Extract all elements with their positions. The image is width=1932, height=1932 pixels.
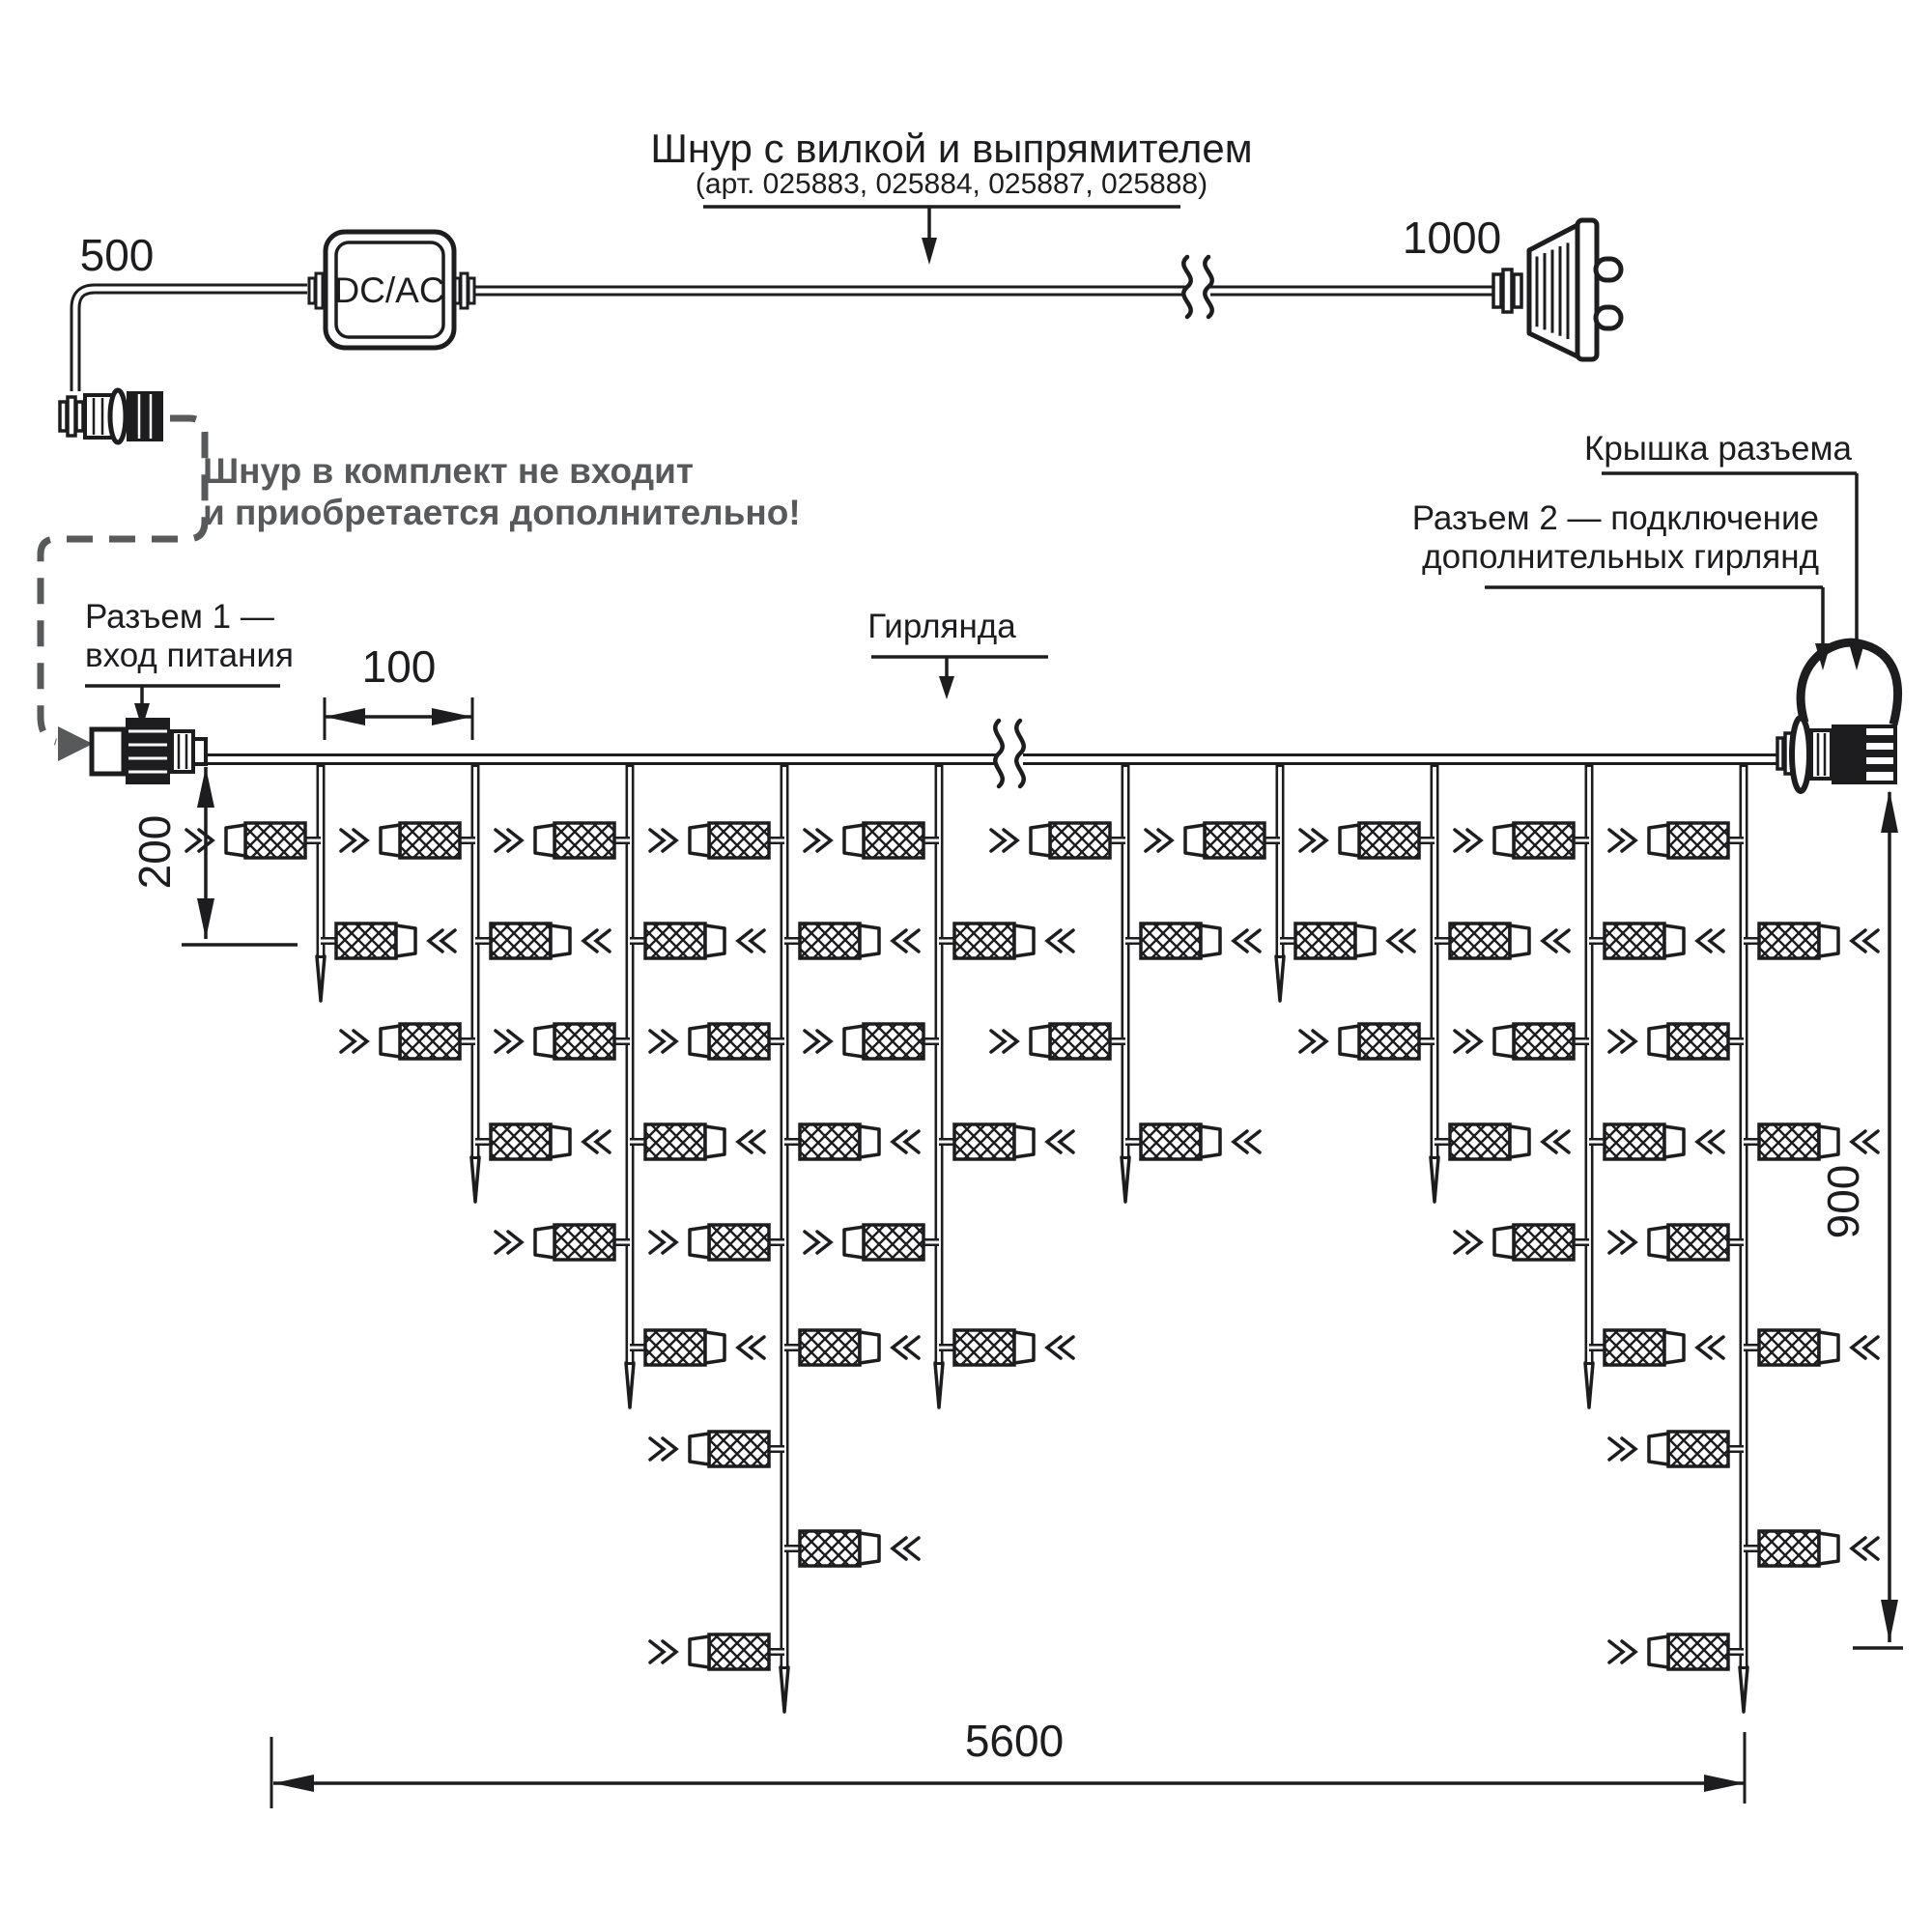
bulb-arrow-icon xyxy=(650,1438,676,1460)
bulb-arrow-icon xyxy=(650,1031,676,1052)
bulb-arrow-icon xyxy=(738,930,764,952)
bulb-arrow-icon xyxy=(1609,1438,1635,1460)
dimension-5600 xyxy=(271,1716,1745,1808)
bulb-arrow-icon xyxy=(1146,830,1172,851)
bulb-arrow-icon xyxy=(1697,1131,1723,1152)
power-plug-icon xyxy=(1493,220,1621,359)
cord-break-icon xyxy=(1183,257,1212,317)
led-bulb-icon xyxy=(1455,823,1589,858)
output-connector-icon xyxy=(1777,642,1898,791)
bulb-arrow-icon xyxy=(805,1031,831,1052)
label-connector1 xyxy=(85,598,294,728)
title-line1: Шнур с вилкой и выпрямителем xyxy=(650,126,1253,171)
garland-break-icon xyxy=(995,721,1024,786)
bulb-arrow-icon xyxy=(991,830,1017,851)
led-bulb-icon xyxy=(475,1124,610,1159)
led-bulb-icon xyxy=(939,1124,1073,1159)
led-bulb-icon xyxy=(650,1225,784,1260)
bulb-arrow-icon xyxy=(738,1131,764,1152)
led-bulb-icon xyxy=(496,823,630,858)
dimension-100 xyxy=(325,641,472,740)
bulb-arrow-icon xyxy=(893,930,919,952)
bulb-arrow-icon xyxy=(1234,1131,1260,1152)
led-bulb-icon xyxy=(1435,923,1569,958)
led-bulb-icon xyxy=(805,1024,939,1059)
bulb-arrow-icon xyxy=(1047,930,1073,952)
bulb-arrow-icon xyxy=(1852,1131,1878,1152)
bulb-arrow-icon xyxy=(738,1337,764,1358)
bulb-arrow-icon xyxy=(1609,1031,1635,1052)
bulb-arrow-icon xyxy=(1388,930,1414,952)
led-bulb-icon xyxy=(1744,1124,1878,1159)
led-bulb-icon xyxy=(630,1124,764,1159)
led-bulb-icon xyxy=(630,923,764,958)
bulb-arrow-icon xyxy=(1609,830,1635,851)
dim-500: 500 xyxy=(79,230,155,280)
led-bulb-icon xyxy=(630,1330,764,1365)
dc-ac-converter xyxy=(309,232,474,348)
led-bulb-icon xyxy=(784,1531,919,1566)
power-cord-assembly xyxy=(60,213,1621,442)
led-bulb-icon xyxy=(496,1024,630,1059)
bulb-arrow-icon xyxy=(893,1131,919,1152)
garland xyxy=(92,642,1898,1712)
dimension-900 xyxy=(1818,790,1903,1648)
dc-ac-label: DC/AC xyxy=(333,270,445,310)
led-bulb-icon xyxy=(1589,1330,1723,1365)
led-bulb-icon xyxy=(1744,1531,1878,1566)
led-bulb-icon xyxy=(1744,1330,1878,1365)
led-bulb-icon xyxy=(939,923,1073,958)
led-bulb-icon xyxy=(1455,1024,1589,1059)
led-bulb-icon xyxy=(650,823,784,858)
note-line2: и приобретается дополнительно! xyxy=(203,493,801,532)
not-included-note xyxy=(41,418,801,761)
led-bulb-icon xyxy=(650,1634,784,1669)
cap-tether-wire xyxy=(1801,642,1898,724)
led-bulb-icon xyxy=(1455,1225,1589,1260)
bulb-arrow-icon xyxy=(893,1538,919,1559)
led-bulb-icon xyxy=(805,1225,939,1260)
led-bulb-icon xyxy=(991,823,1125,858)
bulb-arrow-icon xyxy=(805,1232,831,1253)
connector2-line1: Разъем 2 — подключение xyxy=(1411,499,1819,537)
note-line1: Шнур в комплект не входит xyxy=(203,451,694,491)
dim-100: 100 xyxy=(361,641,437,692)
led-bulb-icon xyxy=(1589,1124,1723,1159)
led-bulb-icon xyxy=(321,923,455,958)
bulb-arrow-icon xyxy=(429,930,455,952)
bulb-arrow-icon xyxy=(186,830,213,851)
bulb-arrow-icon xyxy=(341,830,367,851)
led-bulb-icon xyxy=(991,1024,1125,1059)
led-bulb-icon xyxy=(939,1330,1073,1365)
connector1-line2: вход питания xyxy=(85,637,294,674)
drop-wire-5 xyxy=(805,762,1073,1407)
led-bulb-icon xyxy=(341,823,475,858)
label-garland xyxy=(867,608,1048,699)
bulb-arrow-icon xyxy=(1543,930,1569,952)
bulb-arrow-icon xyxy=(583,930,610,952)
bulb-arrow-icon xyxy=(341,1031,367,1052)
led-bulb-icon xyxy=(341,1024,475,1059)
bulb-arrow-icon xyxy=(1455,1232,1481,1253)
male-connector-icon xyxy=(60,390,163,442)
bulb-arrow-icon xyxy=(1300,830,1326,851)
connector2-line2: дополнительных гирлянд xyxy=(1422,538,1819,576)
led-bulb-icon xyxy=(650,1432,784,1466)
bulb-arrow-icon xyxy=(650,1641,676,1662)
led-bulb-icon xyxy=(496,1225,630,1260)
led-bulb-icon xyxy=(1146,823,1280,858)
bulb-arrow-icon xyxy=(650,830,676,851)
dim-5600: 5600 xyxy=(964,1716,1065,1766)
bulb-arrow-icon xyxy=(650,1232,676,1253)
led-bulb-icon xyxy=(1609,1634,1744,1669)
cap-label: Крышка разъема xyxy=(1583,430,1852,468)
led-bulb-icon xyxy=(1609,1432,1744,1466)
drop-wire-1 xyxy=(186,762,455,1001)
bulb-arrow-icon xyxy=(1697,930,1723,952)
input-connector-icon xyxy=(92,718,206,784)
dim-900: 900 xyxy=(1818,1164,1868,1239)
bulb-arrow-icon xyxy=(1697,1337,1723,1358)
bulb-arrow-icon xyxy=(1455,1031,1481,1052)
led-bulb-icon xyxy=(805,823,939,858)
bulb-arrow-icon xyxy=(893,1337,919,1358)
bulb-arrow-icon xyxy=(1300,1031,1326,1052)
bulb-arrow-icon xyxy=(1455,830,1481,851)
bulb-arrow-icon xyxy=(1543,1131,1569,1152)
dim-1000: 1000 xyxy=(1402,213,1502,263)
led-bulb-icon xyxy=(1589,923,1723,958)
label-connector2 xyxy=(1412,499,1831,670)
bulb-arrow-icon xyxy=(1852,1337,1878,1358)
garland-label: Гирлянда xyxy=(867,608,1016,645)
led-bulb-icon xyxy=(650,1024,784,1059)
bulb-arrow-icon xyxy=(1609,1232,1635,1253)
bulb-arrow-icon xyxy=(1047,1131,1073,1152)
led-bulb-icon xyxy=(1609,1024,1744,1059)
bulb-arrow-icon xyxy=(496,1232,522,1253)
title-note xyxy=(650,126,1252,265)
led-bulb-icon xyxy=(475,923,610,958)
led-bulb-icon xyxy=(1744,923,1878,958)
led-bulb-icon xyxy=(1609,823,1744,858)
led-bulb-icon xyxy=(1300,823,1435,858)
bulb-arrow-icon xyxy=(1047,1337,1073,1358)
title-line2: (арт. 025883, 025884, 025887, 025888) xyxy=(695,168,1208,200)
bulb-arrow-icon xyxy=(496,1031,522,1052)
led-bulb-icon xyxy=(1300,1024,1435,1059)
dim-200: 200 xyxy=(129,814,180,890)
bulb-arrow-icon xyxy=(805,830,831,851)
bulb-arrow-icon xyxy=(1609,1641,1635,1662)
led-bulb-icon xyxy=(1435,1124,1569,1159)
led-bulb-icon xyxy=(1609,1225,1744,1260)
connector1-line1: Разъем 1 — xyxy=(85,598,274,636)
bulb-arrow-icon xyxy=(583,1131,610,1152)
led-bulb-icon xyxy=(784,1330,919,1365)
drop-wire-7 xyxy=(1146,762,1414,1001)
led-bulb-icon xyxy=(1125,1124,1260,1159)
bulb-arrow-icon xyxy=(496,830,522,851)
led-bulb-icon xyxy=(784,1124,919,1159)
bulb-arrow-icon xyxy=(1852,930,1878,952)
led-bulb-icon xyxy=(1125,923,1260,958)
bulb-arrow-icon xyxy=(1852,1538,1878,1559)
bulb-arrow-icon xyxy=(991,1031,1017,1052)
led-bulb-icon xyxy=(1280,923,1414,958)
bulb-arrow-icon xyxy=(1234,930,1260,952)
led-bulb-icon xyxy=(784,923,919,958)
